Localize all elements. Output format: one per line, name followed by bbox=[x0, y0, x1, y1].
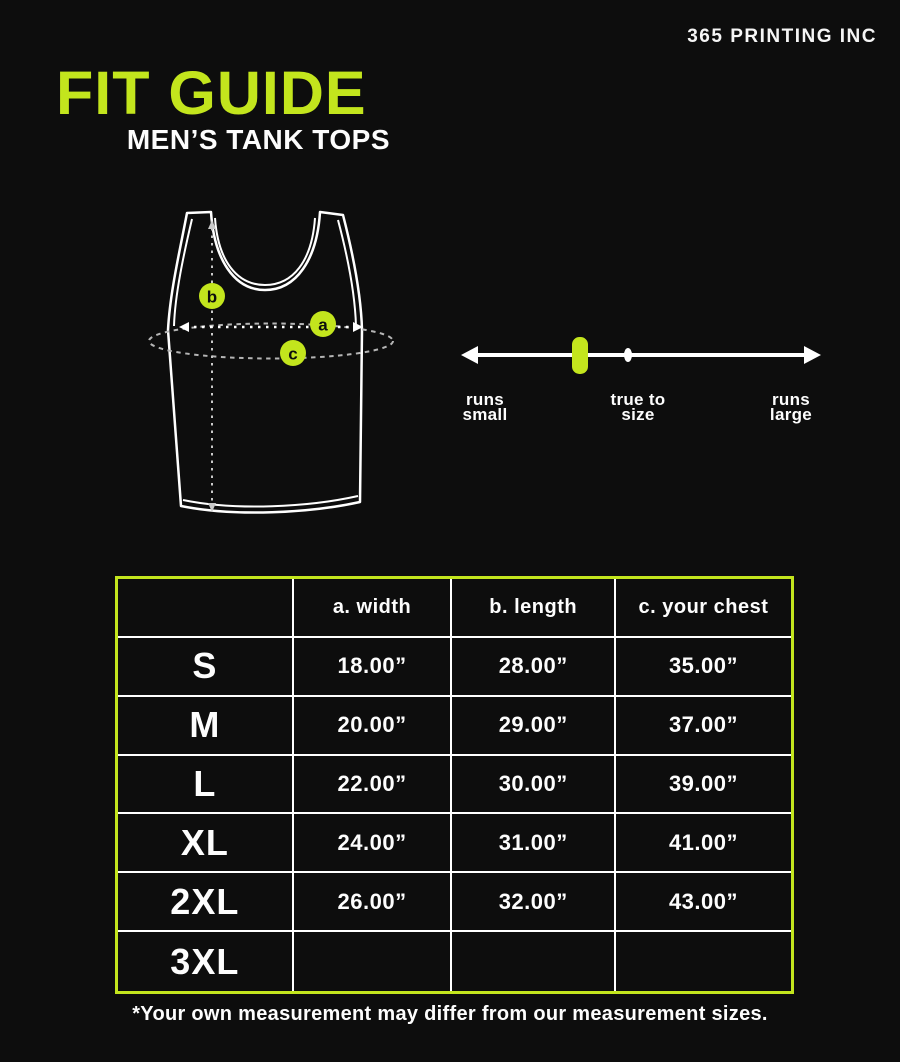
table-cell-length: 29.00” bbox=[452, 697, 616, 756]
brand-name: 365 PRINTING INC bbox=[687, 26, 877, 47]
table-cell-length: 32.00” bbox=[452, 873, 616, 932]
page-subtitle: MEN’S TANK TOPS bbox=[126, 124, 390, 155]
scale-label-true-to-size bbox=[597, 392, 679, 422]
scale-arrow-right-icon bbox=[804, 346, 821, 364]
table-header-chest: c. your chest bbox=[616, 579, 791, 638]
marker-a-label: a bbox=[318, 315, 328, 335]
table-cell-width bbox=[294, 932, 453, 991]
table-cell-length: 28.00” bbox=[452, 638, 616, 697]
scale-label-runs-large-text: runs large bbox=[769, 390, 813, 424]
table-cell-width: 18.00” bbox=[294, 638, 453, 697]
table-cell-size: 2XL bbox=[118, 873, 294, 932]
tank-outline bbox=[168, 212, 362, 513]
fit-scale-marker bbox=[572, 337, 588, 374]
table-cell-length bbox=[452, 932, 616, 991]
table-cell-width: 20.00” bbox=[294, 697, 453, 756]
scale-label-runs-small-text: runs small bbox=[462, 390, 508, 424]
size-table bbox=[115, 576, 794, 994]
page-title: FIT GUIDE bbox=[56, 59, 367, 127]
scale-label-true-to-size-text: true to size bbox=[610, 390, 666, 424]
width-arrow-left-icon bbox=[179, 322, 189, 332]
scale-label-runs-small bbox=[449, 392, 521, 422]
scale-label-runs-large bbox=[755, 392, 827, 422]
table-cell-size: 3XL bbox=[118, 932, 294, 991]
table-cell-size: M bbox=[118, 697, 294, 756]
table-cell-length: 30.00” bbox=[452, 756, 616, 815]
table-cell-size: L bbox=[118, 756, 294, 815]
table-cell-chest: 37.00” bbox=[616, 697, 791, 756]
tank-top-illustration bbox=[140, 195, 404, 525]
true-to-size-dot bbox=[624, 348, 632, 362]
table-header-length: b. length bbox=[452, 579, 616, 638]
marker-c-label: c bbox=[288, 344, 298, 364]
marker-b-label: b bbox=[206, 287, 218, 307]
table-cell-width: 22.00” bbox=[294, 756, 453, 815]
table-cell-chest bbox=[616, 932, 791, 991]
table-cell-width: 24.00” bbox=[294, 814, 453, 873]
table-cell-size: XL bbox=[118, 814, 294, 873]
table-cell-chest: 39.00” bbox=[616, 756, 791, 815]
table-cell-chest: 41.00” bbox=[616, 814, 791, 873]
fit-scale bbox=[450, 325, 830, 395]
table-cell-length: 31.00” bbox=[452, 814, 616, 873]
table-cell-chest: 43.00” bbox=[616, 873, 791, 932]
table-cell-size: S bbox=[118, 638, 294, 697]
table-header-width: a. width bbox=[294, 579, 453, 638]
table-cell-width: 26.00” bbox=[294, 873, 453, 932]
neckline-trim bbox=[215, 218, 315, 285]
table-cell-chest: 35.00” bbox=[616, 638, 791, 697]
measurement-disclaimer: *Your own measurement may differ from our measurement sizes. bbox=[132, 1003, 768, 1025]
table-header-size bbox=[118, 579, 294, 638]
scale-arrow-left-icon bbox=[461, 346, 478, 364]
